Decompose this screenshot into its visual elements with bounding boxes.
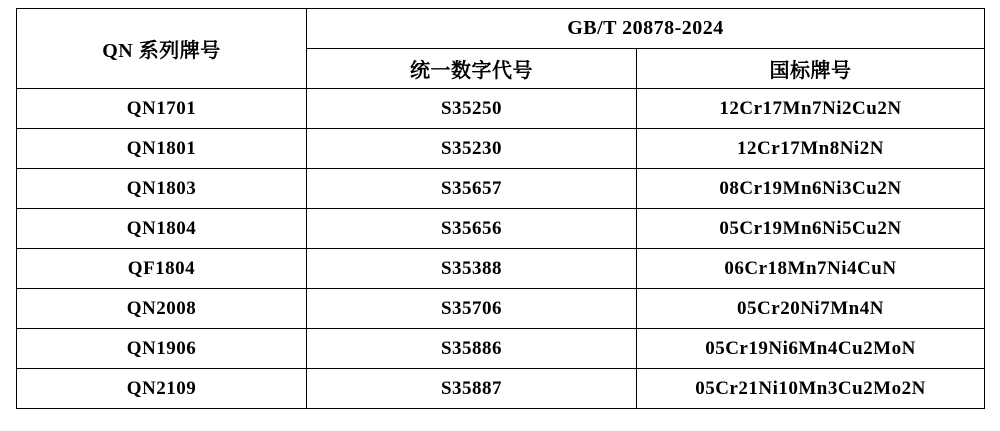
cell-grade: 12Cr17Mn7Ni2Cu2N xyxy=(637,89,985,129)
cell-code: S35657 xyxy=(307,169,637,209)
cell-code: S35886 xyxy=(307,329,637,369)
header-national-grade: 国标牌号 xyxy=(637,49,985,89)
table-row xyxy=(17,169,985,209)
cell-grade: 05Cr19Mn6Ni5Cu2N xyxy=(637,209,985,249)
table-row xyxy=(17,129,985,169)
cell-code: S35230 xyxy=(307,129,637,169)
table-header-row-1 xyxy=(17,9,985,49)
table-row xyxy=(17,329,985,369)
cell-series: QN1803 xyxy=(17,169,307,209)
cell-code: S35706 xyxy=(307,289,637,329)
cell-series: QN1804 xyxy=(17,209,307,249)
table-row xyxy=(17,209,985,249)
cell-series: QN2109 xyxy=(17,369,307,409)
steel-grade-table xyxy=(16,8,985,409)
cell-code: S35887 xyxy=(307,369,637,409)
header-unified-code: 统一数字代号 xyxy=(307,49,637,89)
cell-series: QF1804 xyxy=(17,249,307,289)
cell-series: QN1906 xyxy=(17,329,307,369)
table-row xyxy=(17,89,985,129)
cell-series: QN1801 xyxy=(17,129,307,169)
cell-grade: 05Cr19Ni6Mn4Cu2MoN xyxy=(637,329,985,369)
cell-code: S35250 xyxy=(307,89,637,129)
cell-code: S35388 xyxy=(307,249,637,289)
table-row xyxy=(17,289,985,329)
cell-series: QN1701 xyxy=(17,89,307,129)
cell-grade: 12Cr17Mn8Ni2N xyxy=(637,129,985,169)
cell-grade: 05Cr21Ni10Mn3Cu2Mo2N xyxy=(637,369,985,409)
header-standard-label: GB/T 20878-2024 xyxy=(307,9,985,49)
document-page xyxy=(0,8,1000,431)
cell-series: QN2008 xyxy=(17,289,307,329)
table-header xyxy=(17,9,985,89)
cell-grade: 05Cr20Ni7Mn4N xyxy=(637,289,985,329)
cell-grade: 06Cr18Mn7Ni4CuN xyxy=(637,249,985,289)
table-row xyxy=(17,369,985,409)
header-series-label: QN 系列牌号 xyxy=(17,9,307,89)
table-row xyxy=(17,249,985,289)
table-body xyxy=(17,89,985,409)
cell-code: S35656 xyxy=(307,209,637,249)
cell-grade: 08Cr19Mn6Ni3Cu2N xyxy=(637,169,985,209)
